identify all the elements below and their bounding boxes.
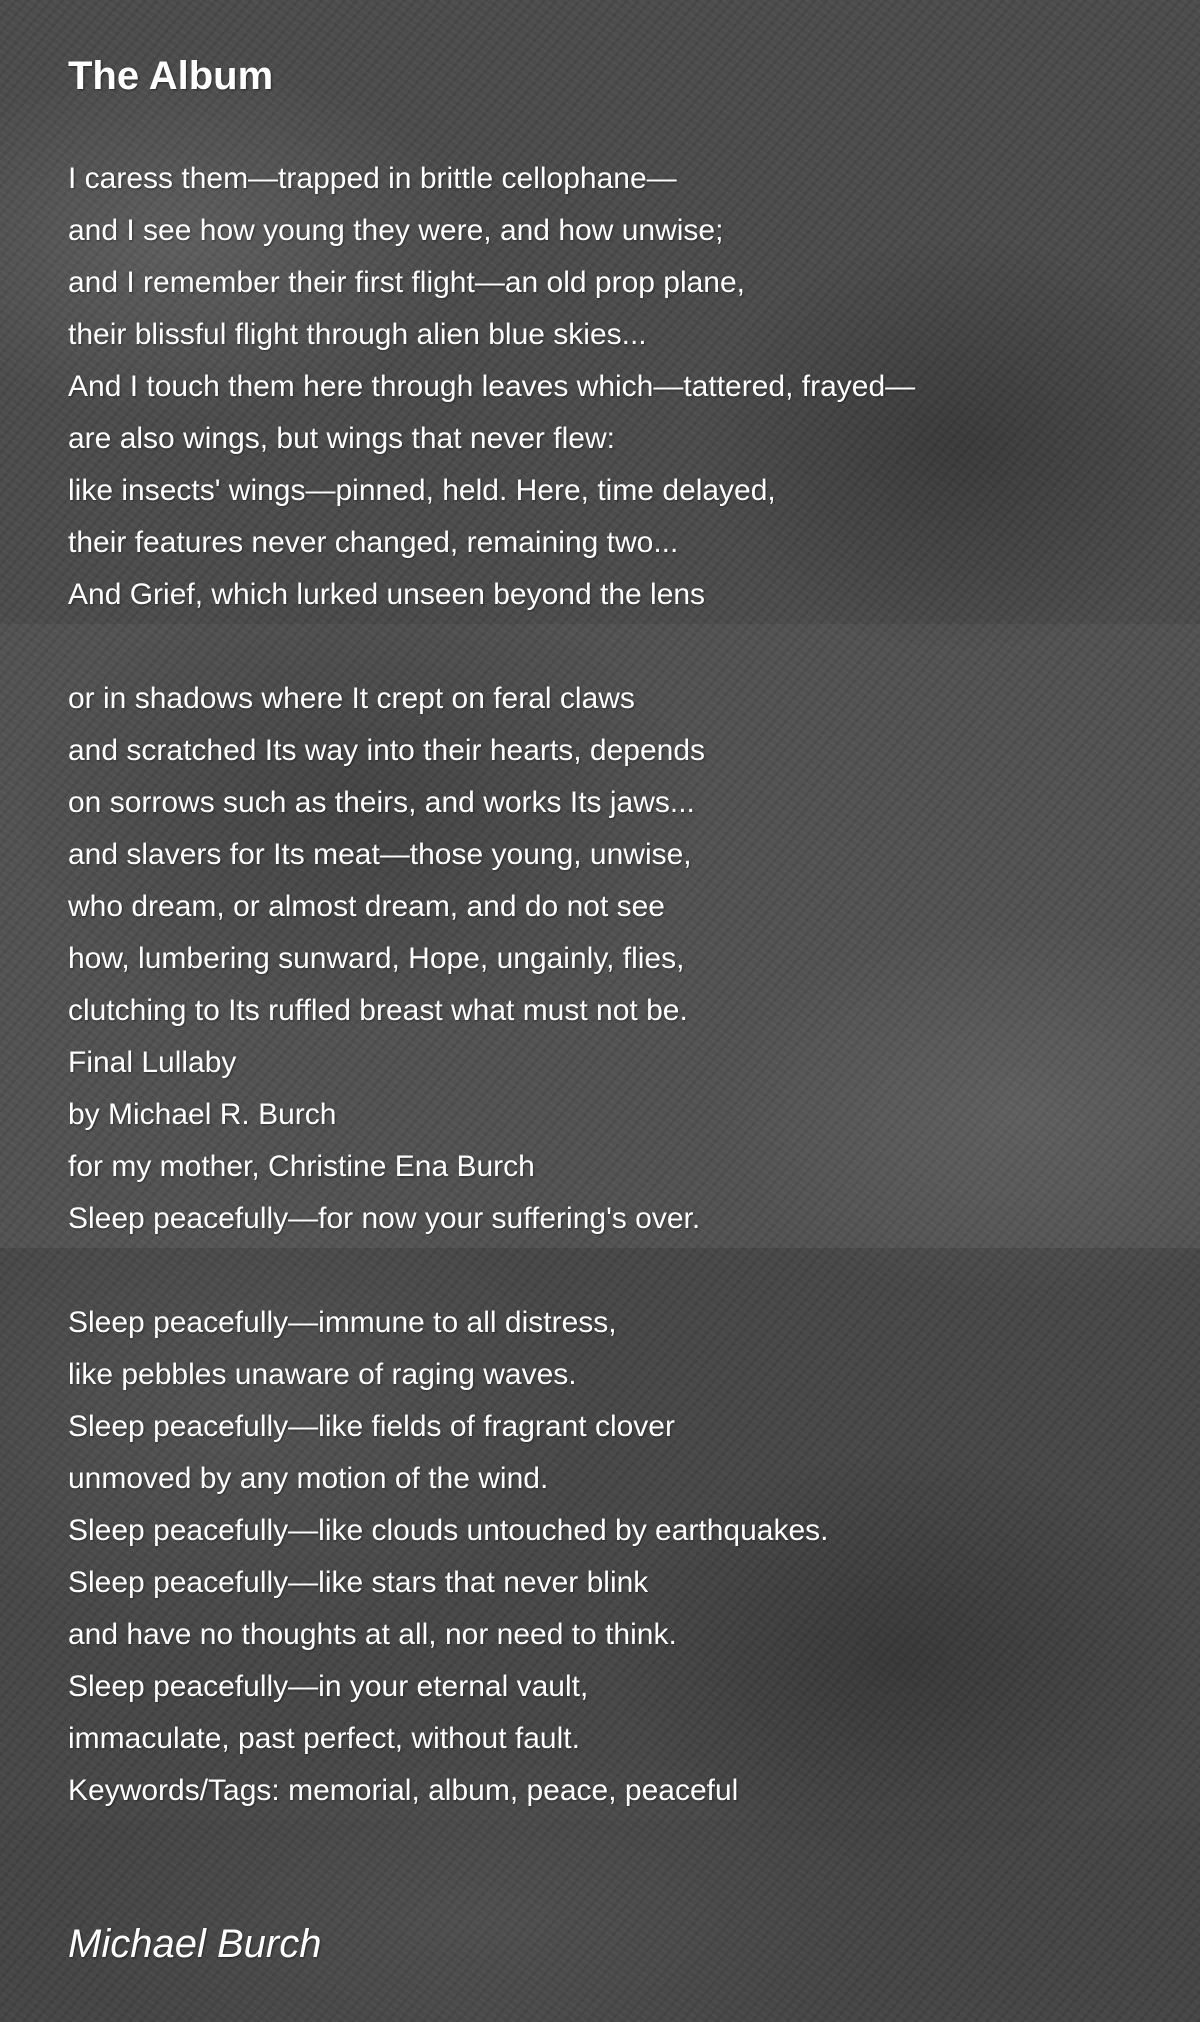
poem-line: Sleep peacefully—in your eternal vault, — [68, 1670, 589, 1703]
poem-line: clutching to Its ruffled breast what must not be. — [68, 994, 688, 1027]
poem-line: by Michael R. Burch — [68, 1098, 337, 1131]
poem-line: or in shadows where It crept on feral claws — [68, 682, 635, 715]
poem-line: for my mother, Christine Ena Burch — [68, 1150, 535, 1183]
poem-line: like insects' wings—pinned, held. Here, time delayed, — [68, 474, 776, 507]
poem-line: their blissful flight through alien blue skies... — [68, 318, 647, 351]
poem-line: unmoved by any motion of the wind. — [68, 1462, 549, 1495]
poem-line: how, lumbering sunward, Hope, ungainly, flies, — [68, 942, 685, 975]
poem-line: Sleep peacefully—like fields of fragrant clover — [68, 1410, 675, 1443]
poem-line: And Grief, which lurked unseen beyond the lens — [68, 578, 706, 611]
poem-line: their features never changed, remaining two... — [68, 526, 679, 559]
poem-title: The Album — [68, 54, 274, 98]
poem-line: Sleep peacefully—for now your suffering's over. — [68, 1202, 701, 1235]
poem-line: on sorrows such as theirs, and works Its jaws... — [68, 786, 695, 819]
poem-line: Sleep peacefully—like clouds untouched by earthquakes. — [68, 1514, 829, 1547]
poem-line: and I remember their first flight—an old prop plane, — [68, 266, 746, 299]
poem-line: And I touch them here through leaves which—tattered, frayed— — [68, 370, 916, 403]
poem-author: Michael Burch — [68, 1922, 322, 1966]
stanza-1 — [68, 153, 915, 621]
poem-line: who dream, or almost dream, and do not see — [68, 890, 665, 923]
poem-line: Sleep peacefully—like stars that never blink — [68, 1566, 649, 1599]
poem-line: I caress them—trapped in brittle cellophane— — [68, 162, 677, 195]
poem-keywords: Keywords/Tags: memorial, album, peace, peaceful — [68, 1774, 739, 1807]
stanza-3 — [68, 1297, 829, 1817]
poem-line: and have no thoughts at all, nor need to think. — [68, 1618, 677, 1651]
poem-line: Final Lullaby — [68, 1046, 237, 1079]
poem-line: and scratched Its way into their hearts, depends — [68, 734, 706, 767]
poem-line: are also wings, but wings that never flew: — [68, 422, 615, 455]
poem-line: like pebbles unaware of raging waves. — [68, 1358, 577, 1391]
poem-line: and slavers for Its meat—those young, unwise, — [68, 838, 692, 871]
poem-line: and I see how young they were, and how unwise; — [68, 214, 724, 247]
poem-line: Sleep peacefully—immune to all distress, — [68, 1306, 617, 1339]
poem-line: immaculate, past perfect, without fault. — [68, 1722, 580, 1755]
stanza-2 — [68, 673, 705, 1245]
